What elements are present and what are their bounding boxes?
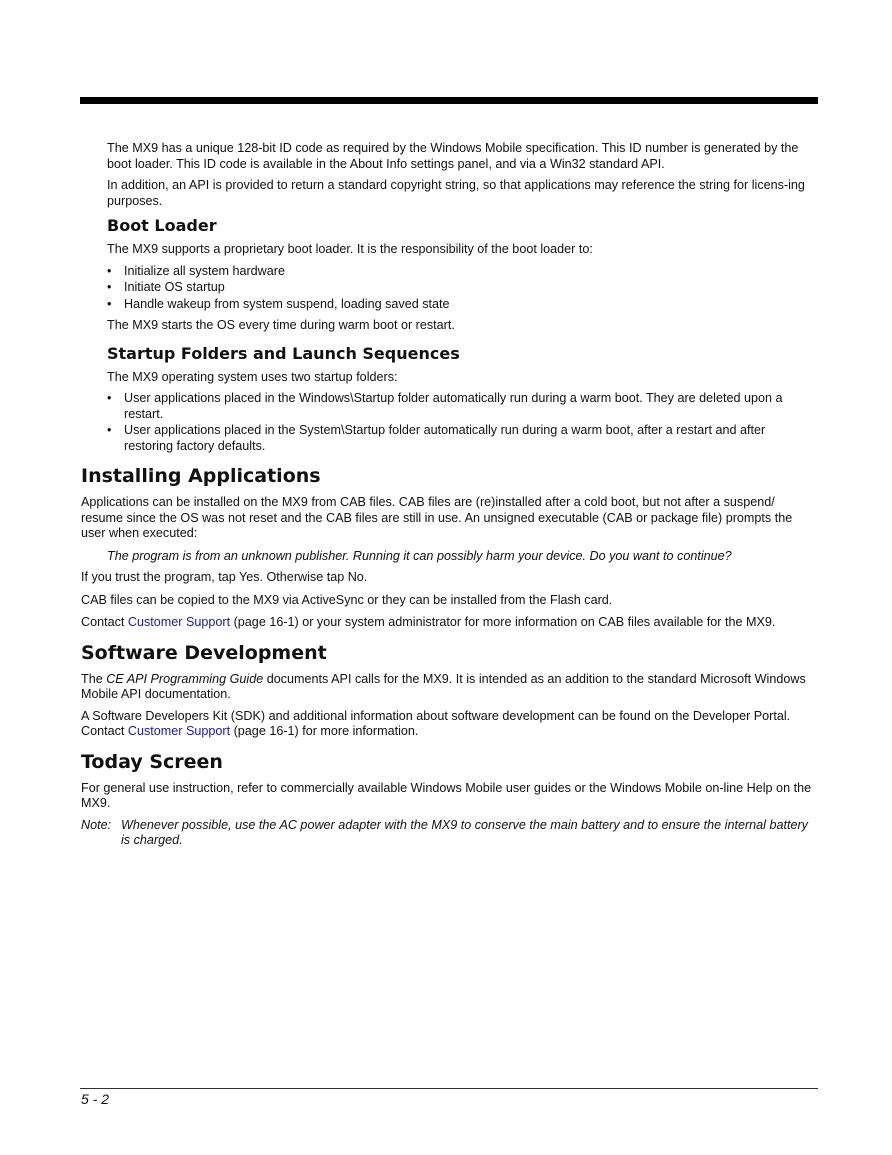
software-paragraph-1: The CE API Programming Guide documents API calls for the MX9. It is intended as an addition to the standard Microsoft Windows Mobile API documentation.: [81, 671, 806, 701]
today-heading: Today Screen: [81, 750, 223, 773]
intro-paragraph-1: The MX9 has a unique 128-bit ID code as required by the Windows Mobile specification. This ID number is generated by the boot loader. This ID code is available in the About Info settings panel, and via a Win32 standard API.: [107, 141, 799, 171]
list-item: • Handle wakeup from system suspend, loading saved state: [107, 296, 450, 311]
today-paragraph-1: For general use instruction, refer to commercially available Windows Mobile user guides or the Windows Mobile on-line Help on the MX9.: [81, 780, 812, 810]
list-item: • User applications placed in the System\Startup folder automatically run during a warm boot, after a restart and after restoring factory defaults.: [107, 423, 766, 453]
customer-support-link[interactable]: Customer Support: [127, 724, 231, 738]
list-item: • Initialize all system hardware: [107, 263, 285, 278]
installing-paragraph-2: If you trust the program, tap Yes. Otherwise tap No.: [81, 570, 368, 584]
installing-paragraph-1: Applications can be installed on the MX9 from CAB files. CAB files are (re)installed after a cold boot, but not after a suspend/ resume since the OS was not reset and the CAB files are still in use. An unsigned executable (CAB or package file) prompts the user when executed:: [81, 495, 793, 540]
note: [81, 818, 817, 849]
software-paragraph-2: A Software Developers Kit (SDK) and additional information about software development can be found on the Developer Portal. Contact Customer Support (page 16-1) for more information.: [81, 708, 791, 738]
installing-heading: Installing Applications: [81, 465, 321, 487]
customer-support-link[interactable]: Customer Support: [127, 615, 231, 629]
header-rule: [80, 97, 818, 104]
page-content: [81, 141, 817, 849]
installing-prompt: The program is from an unknown publisher. Running it can possibly harm your device. Do you want to continue?: [107, 548, 732, 563]
startup-intro: The MX9 operating system uses two startup folders:: [107, 369, 398, 384]
note-label: Note:: [81, 817, 112, 832]
boot-loader-heading: Boot Loader: [107, 216, 217, 235]
installing-paragraph-3: CAB files can be copied to the MX9 via ActiveSync or they can be installed from the Flash card.: [81, 592, 613, 607]
list-item: • User applications placed in the Windows\Startup folder automatically run during a warm boot. They are deleted upon a restart.: [107, 391, 783, 421]
note-text: Whenever possible, use the AC power adapter with the MX9 to conserve the main battery and to ensure the internal battery is charged.: [121, 817, 808, 847]
software-heading: Software Development: [81, 641, 327, 664]
footer-rule: [80, 1088, 818, 1089]
boot-loader-intro: The MX9 supports a proprietary boot loader. It is the responsibility of the boot loader to:: [107, 242, 593, 256]
intro-paragraph-2: In addition, an API is provided to return a standard copyright string, so that applications may reference the string for licens-ing purposes.: [107, 178, 805, 208]
startup-heading: Startup Folders and Launch Sequences: [107, 343, 460, 363]
installing-contact: Contact Customer Support (page 16-1) or your system administrator for more information on CAB files available for the MX9.: [81, 615, 776, 629]
list-item: • Initiate OS startup: [107, 280, 225, 294]
startup-list: [81, 391, 817, 454]
boot-loader-list: [81, 264, 817, 313]
page-number: 5 - 2: [81, 1091, 110, 1107]
guide-title: CE API Programming Guide: [106, 671, 264, 686]
boot-loader-closing: The MX9 starts the OS every time during warm boot or restart.: [107, 318, 455, 332]
